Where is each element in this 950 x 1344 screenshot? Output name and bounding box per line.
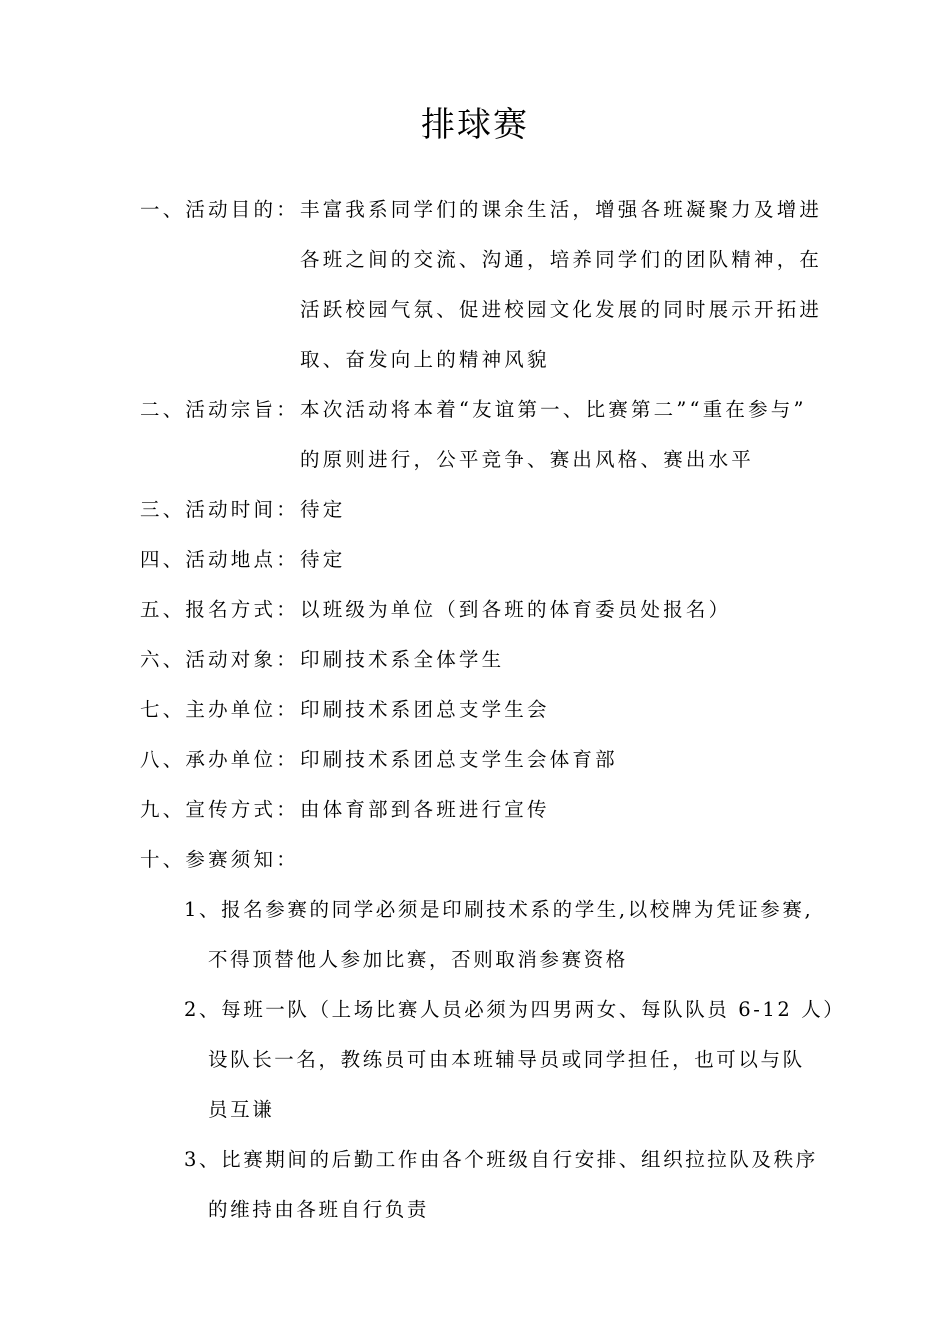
section-heading: 一、活动目的： (140, 198, 299, 221)
section-body (300, 485, 345, 535)
section-body (300, 735, 618, 785)
text-line: 印刷技术系全体学生 (300, 648, 505, 671)
notice-item (184, 1135, 824, 1235)
text-line: 由体育部到各班进行宣传 (300, 798, 550, 821)
text-line: 活跃校园气氛、促进校园文化发展的同时展示开拓进 (300, 298, 823, 321)
text-line: 员互谦 (208, 1098, 275, 1121)
section-heading: 二、活动宗旨： (140, 398, 299, 421)
notice-item (184, 985, 846, 1135)
text-line: 设队长一名，教练员可由本班辅导员或同学担任，也可以与队 (208, 1048, 805, 1071)
text-line: 1、报名参赛的同学必须是印刷技术系的学生,以校牌为凭证参赛, (184, 898, 814, 921)
section-heading: 十、参赛须知： (140, 848, 299, 871)
notice-item (184, 885, 824, 985)
section-body (300, 385, 807, 485)
section-heading: 五、报名方式： (140, 598, 299, 621)
text-line: 印刷技术系团总支学生会 (300, 698, 550, 721)
section-heading: 六、活动对象： (140, 648, 299, 671)
text-line: 印刷技术系团总支学生会体育部 (300, 748, 618, 771)
section-body (300, 785, 550, 835)
text-line: 待定 (300, 548, 346, 571)
text-line: 不得顶替他人参加比赛，否则取消参赛资格 (208, 948, 628, 971)
text-line: 取、奋发向上的精神风貌 (300, 348, 550, 371)
section-body (300, 535, 345, 585)
text-line: 丰富我系同学们的课余生活，增强各班凝聚力及增进 (300, 198, 823, 221)
text-line: 3、比赛期间的后勤工作由各个班级自行安排、组织拉拉队及秩序 (184, 1148, 818, 1171)
section-body (300, 185, 822, 385)
section-heading: 四、活动地点： (140, 548, 299, 571)
text-line: 待定 (300, 498, 346, 521)
section-heading: 九、宣传方式： (140, 798, 299, 821)
section-body (300, 685, 550, 735)
text-line: 以班级为单位（到各班的体育委员处报名） (300, 598, 732, 621)
section-heading: 七、主办单位： (140, 698, 299, 721)
section-heading: 八、承办单位： (140, 748, 299, 771)
text-line: 的维持由各班自行负责 (208, 1198, 430, 1221)
document-title: 排球赛 (421, 105, 529, 145)
section-body (300, 635, 504, 685)
text-line: 本次活动将本着“友谊第一、比赛第二”“重在参与” (300, 398, 807, 421)
text-line: 各班之间的交流、沟通，培养同学们的团队精神，在 (300, 248, 823, 271)
section-body (300, 585, 731, 635)
text-line: 的原则进行，公平竞争、赛出风格、赛出水平 (300, 448, 755, 471)
text-line: 2、每班一队（上场比赛人员必须为四男两女、每队队员 6-12 人） (184, 998, 846, 1021)
section-heading: 三、活动时间： (140, 498, 299, 521)
